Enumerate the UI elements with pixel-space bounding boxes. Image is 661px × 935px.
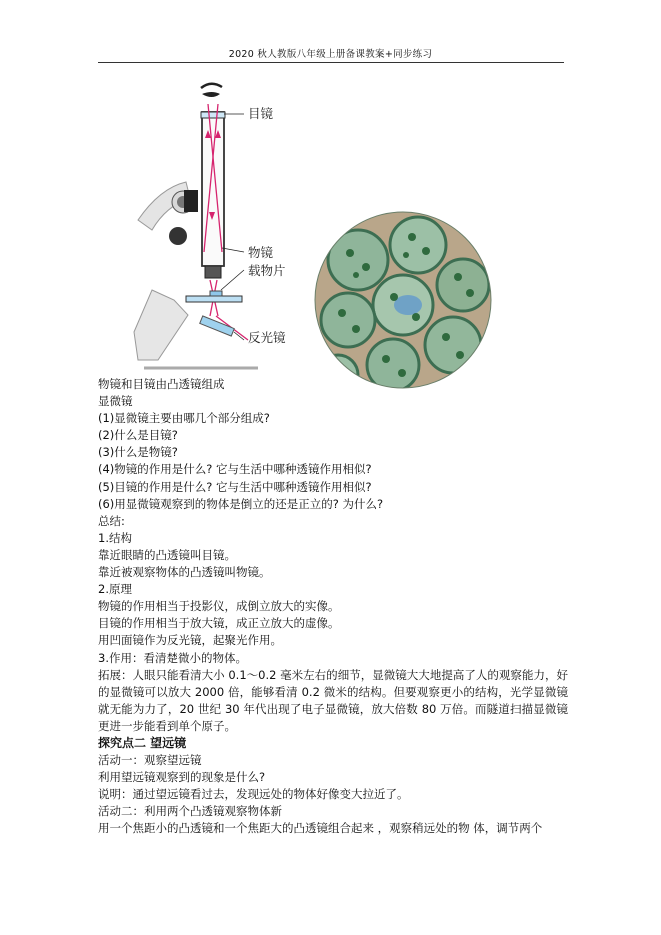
text-line: (4)物镜的作用是什么? 它与生活中哪种透镜作用相似?: [98, 462, 372, 477]
figures: [98, 70, 568, 375]
cell-image: [308, 205, 498, 395]
slide-label: 载物片: [248, 263, 286, 278]
header-rule: [98, 62, 564, 63]
eye-icon: [201, 84, 222, 97]
text-line: (2)什么是目镜?: [98, 428, 178, 443]
stage: [186, 296, 242, 302]
text-line: (5)目镜的作用是什么? 它与生活中哪种透镜作用相似?: [98, 479, 372, 494]
text-line: 说明：通过望远镜看过去，发现远处的物体好像变大拉近了。: [98, 787, 409, 802]
text-line: 利用望远镜观察到的现象是什么?: [98, 770, 266, 785]
objective-label: 物镜: [248, 245, 274, 260]
fine-knob: [169, 227, 187, 245]
section-title: 探究点二 望远镜: [98, 735, 187, 750]
main-content: [98, 376, 568, 838]
page-header: 2020 秋人教版八年级上册备课教案+同步练习: [228, 49, 433, 60]
text-line: 靠近被观察物体的凸透镜叫物镜。: [98, 565, 271, 580]
text-line: (6)用显微镜观察到的物体是倒立的还是正立的? 为什么?: [98, 496, 384, 511]
text-line: 物镜和目镜由凸透镜组成: [98, 377, 225, 391]
text-line: 显微镜: [98, 394, 133, 409]
eyepiece-label: 目镜: [248, 106, 274, 121]
text-line: 目镜的作用相当于放大镜，成正立放大的虚像。: [98, 616, 340, 631]
text-line: 用一个焦距小的凸透镜和一个焦距大的凸透镜组合起来 ，观察稍远处的物 体，调节两个: [98, 821, 543, 836]
extension-paragraph: 拓展：人眼只能看清大小 0.1～0.2 毫米左右的细节，显微镜大大地提高了人的观察能力，好的显微镜可以放大 2000 倍，能够看清 0.2 微米的结构。但要观察更小的结构，光学显微镜就无能为力了，20 世纪 30 年代出现了电子显微镜，放大倍数 80 万倍。而隧道扫描显微镜更进一步能看到单个原子。: [98, 667, 568, 733]
text-line: 用凹面镜作为反光镜，起聚光作用。: [98, 633, 282, 648]
text-line: 活动二：利用两个凸透镜观察物体新: [98, 804, 282, 819]
text-line: 物镜的作用相当于投影仪，成倒立放大的实像。: [98, 599, 340, 614]
text-line: (1)显微镜主要由哪几个部分组成?: [98, 411, 270, 426]
text-line: 3.作用：看清楚微小的物体。: [98, 650, 247, 665]
text-line: 靠近眼睛的凸透镜叫目镜。: [98, 547, 236, 562]
microscope-diagram: [98, 70, 308, 375]
text-line: 1.结构: [98, 530, 132, 545]
text-line: 总结:: [98, 513, 125, 528]
text-line: 活动一：观察望远镜: [98, 753, 202, 768]
mirror-label: 反光镜: [248, 330, 286, 345]
text-line: (3)什么是物镜?: [98, 445, 178, 460]
text-line: 2.原理: [98, 582, 132, 597]
